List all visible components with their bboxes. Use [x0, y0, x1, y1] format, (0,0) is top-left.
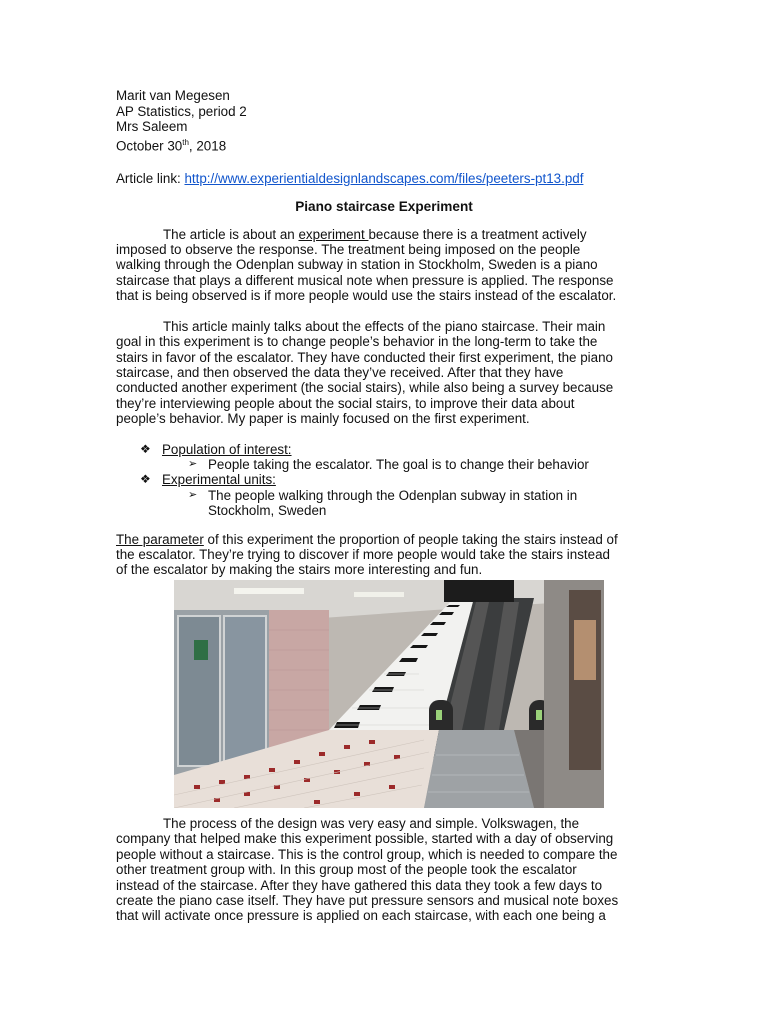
date-year: , 2018 — [188, 138, 227, 154]
para3-line: of the escalator by making the stairs more interesting and fun. — [116, 562, 483, 578]
para2-line: staircase, and then observed the data they’ve received. After that they have — [116, 364, 564, 380]
arrow-bullet-icon: ➢ — [188, 488, 198, 501]
sub-bullet-text: People taking the escalator. The goal is to change their behavior — [208, 456, 589, 472]
para4-line: create the piano case itself. They have put pressure sensors and musical note boxes — [116, 893, 619, 909]
para2-text: This article mainly talks about the effects of the piano staircase. Their main — [163, 318, 606, 334]
para1-line — [116, 227, 652, 242]
paragraph-4 — [116, 816, 652, 924]
date-suffix-sup: th — [182, 137, 189, 147]
course-name: AP Statistics, period 2 — [116, 103, 247, 119]
para2-line: they’re interviewing people about the social stairs, to improve their data about — [116, 395, 575, 411]
para3-text: of this experiment the proportion of people taking the stairs instead of — [203, 531, 618, 547]
parameter-term: The parameter — [116, 531, 204, 547]
bullet-item — [116, 472, 652, 487]
date-prefix: October 30 — [116, 138, 183, 154]
para2-line: conducted another experiment (the social stairs), while also being a survey because — [116, 380, 614, 396]
article-link-label: Article link: — [116, 170, 185, 186]
paragraph-1 — [116, 227, 652, 304]
para2-line — [116, 319, 652, 334]
bullet-label: Experimental units: — [162, 472, 276, 488]
sub-bullet-item — [116, 457, 652, 472]
header-block — [116, 88, 652, 154]
document-page — [116, 88, 652, 593]
para4-line: instead of the staircase. After they have gathered this data they took a few days to — [116, 877, 603, 893]
paragraph-2 — [116, 319, 652, 427]
article-link-line — [116, 171, 652, 186]
para1-text: The article is about an — [163, 226, 299, 242]
arrow-bullet-icon: ➢ — [188, 457, 198, 470]
para1-line: staircase that plays a different musical note when pressure is applied. The response — [116, 272, 614, 288]
para4-line — [116, 816, 652, 831]
para4-line: people without a staircase. This is the control group, which is needed to compare the — [116, 846, 618, 862]
experiment-term: experiment — [298, 226, 369, 242]
author-name: Marit van Megesen — [116, 88, 230, 103]
para4-line: company that helped make this experiment possible, started with a day of observing — [116, 831, 614, 847]
bullet-item — [116, 442, 652, 457]
page-title: Piano staircase Experiment — [295, 199, 473, 215]
para4-text: The process of the design was very easy and simple. Volkswagen, the — [163, 816, 580, 831]
para3-line — [116, 532, 652, 547]
paragraph-3 — [116, 532, 652, 578]
para1-line: walking through the Odenplan subway in station in Stockholm, Sweden is a piano — [116, 257, 598, 273]
diamond-bullet-icon: ❖ — [140, 472, 151, 487]
diamond-bullet-icon: ❖ — [140, 441, 151, 456]
para2-line: people’s behavior. My paper is mainly focused on the first experiment. — [116, 411, 530, 427]
bullet-label: Population of interest: — [162, 441, 292, 457]
para2-line: stairs in favor of the escalator. They have conducted their first experiment, the piano — [116, 349, 613, 365]
sub-bullet-text: The people walking through the Odenplan subway in station in — [208, 487, 578, 503]
para4-line: that will activate once pressure is applied on each staircase, with each one being a — [116, 908, 606, 924]
para1-text: because there is a treatment actively — [368, 226, 587, 242]
sub-bullet-text: Stockholm, Sweden — [208, 503, 327, 519]
para2-line: goal in this experiment is to change people’s behavior in the long-term to take the — [116, 334, 598, 350]
teacher-name: Mrs Saleem — [116, 119, 188, 135]
para1-line: that is being observed is if more people would use the stairs instead of the escalator. — [116, 288, 617, 304]
para3-line: the escalator. They’re trying to discover if more people would take the stairs instead — [116, 546, 610, 562]
para1-line: imposed to observe the response. The treatment being imposed on the people — [116, 242, 581, 258]
sub-bullet-item — [116, 488, 652, 519]
para4-line: other treatment group with. In this group most of the people took the escalator — [116, 862, 577, 878]
date-line — [116, 135, 652, 154]
piano-staircase-photo — [174, 580, 604, 808]
bullet-list — [116, 442, 652, 519]
article-link[interactable]: http://www.experientialdesignlandscapes.com/files/peeters-pt13.pdf — [184, 170, 584, 186]
